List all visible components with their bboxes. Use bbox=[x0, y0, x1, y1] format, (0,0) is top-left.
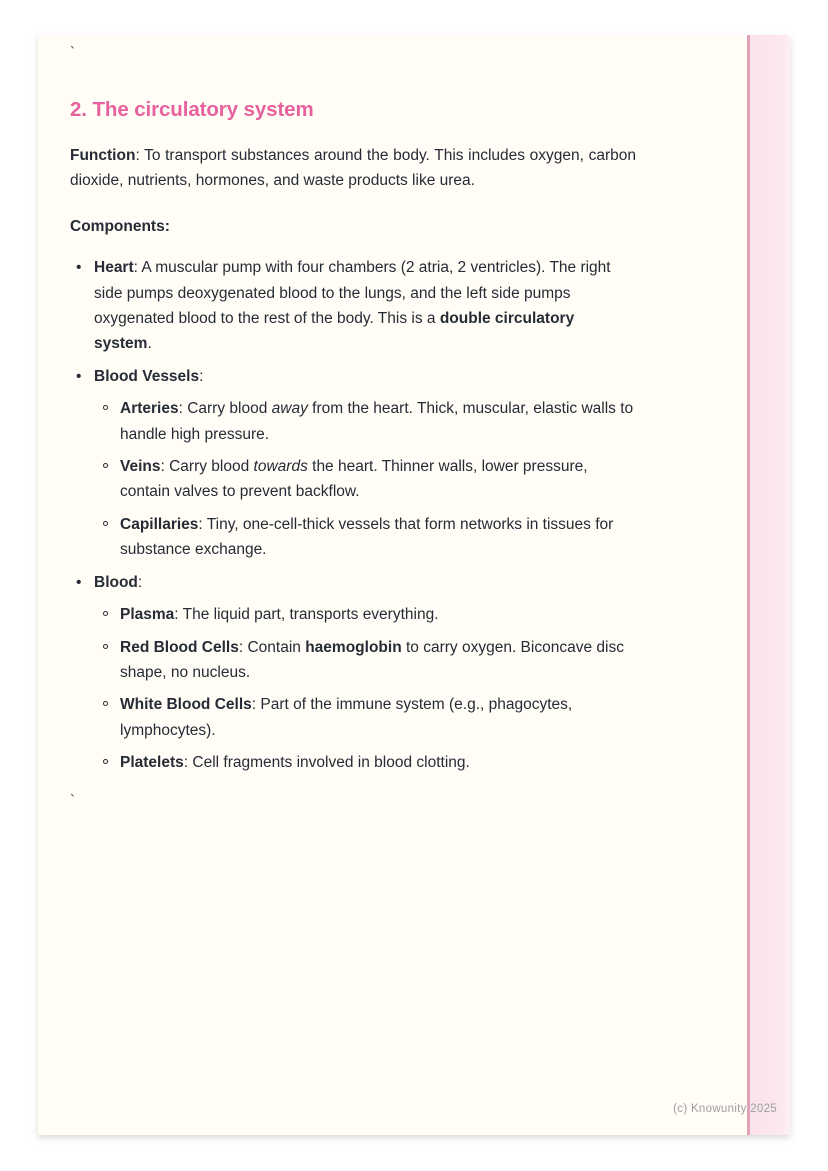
circle-icon bbox=[103, 463, 108, 468]
stray-backtick-top: ` bbox=[70, 44, 75, 61]
function-label: Function bbox=[70, 147, 136, 164]
list-item-text: White Blood Cells: Part of the immune system (e.g., phagocytes, lymphocytes). bbox=[120, 696, 573, 739]
list-item-text: Platelets: Cell fragments involved in blood clotting. bbox=[120, 754, 470, 772]
page-edge-stripe bbox=[747, 35, 790, 1135]
list-item-text: Veins: Carry blood towards the heart. Thinner walls, lower pressure, contain valves to prevent backflow. bbox=[120, 458, 588, 501]
list-item bbox=[70, 255, 636, 357]
list-item-text: Heart: A muscular pump with four chambers (2 atria, 2 ventricles). The right side pumps deoxygenated blood to the lungs, and the left side pumps oxygenated blood to the rest of the body. This is a double circulatory system. bbox=[94, 259, 611, 353]
list-item bbox=[94, 635, 636, 686]
list-item-text: Plasma: The liquid part, transports everything. bbox=[120, 606, 439, 624]
sub-list bbox=[94, 396, 636, 562]
list-item-text: Arteries: Carry blood away from the heart. Thick, muscular, elastic walls to handle high pressure. bbox=[120, 400, 634, 443]
list-item-text: Red Blood Cells: Contain haemoglobin to carry oxygen. Biconcave disc shape, no nucleus. bbox=[120, 638, 624, 681]
list-item bbox=[94, 512, 636, 563]
document-content bbox=[70, 35, 636, 809]
document-page bbox=[38, 35, 790, 1135]
list-item-text: Blood Vessels: bbox=[94, 367, 204, 385]
sub-list bbox=[94, 602, 636, 775]
list-item bbox=[94, 602, 636, 627]
list-item bbox=[94, 454, 636, 505]
circle-icon bbox=[103, 405, 108, 410]
section-heading: 2. The circulatory system bbox=[70, 98, 314, 121]
circle-icon bbox=[103, 611, 108, 616]
circle-icon bbox=[103, 701, 108, 706]
list-item-text: Capillaries: Tiny, one-cell-thick vessels that form networks in tissues for substance exchange. bbox=[120, 515, 614, 559]
stray-backtick-bottom: ` bbox=[70, 791, 75, 809]
list-item bbox=[94, 396, 636, 447]
list-item bbox=[94, 692, 636, 743]
components-list bbox=[70, 255, 636, 775]
circle-icon bbox=[103, 759, 108, 764]
list-item bbox=[70, 364, 636, 563]
function-paragraph bbox=[70, 143, 636, 194]
function-text: : To transport substances around the body. This includes oxygen, carbon dioxide, nutrients, hormones, and waste products like urea. bbox=[70, 147, 636, 190]
components-heading: Components: bbox=[70, 217, 170, 235]
circle-icon bbox=[103, 644, 108, 649]
list-item bbox=[94, 750, 636, 775]
copyright-notice: (c) Knowunity 2025 bbox=[673, 1103, 777, 1115]
bullet-icon bbox=[76, 255, 81, 280]
bullet-icon bbox=[76, 570, 81, 595]
circle-icon bbox=[103, 521, 108, 526]
list-item bbox=[70, 570, 636, 776]
list-item-text: Blood: bbox=[94, 573, 143, 591]
bullet-icon bbox=[76, 364, 81, 389]
